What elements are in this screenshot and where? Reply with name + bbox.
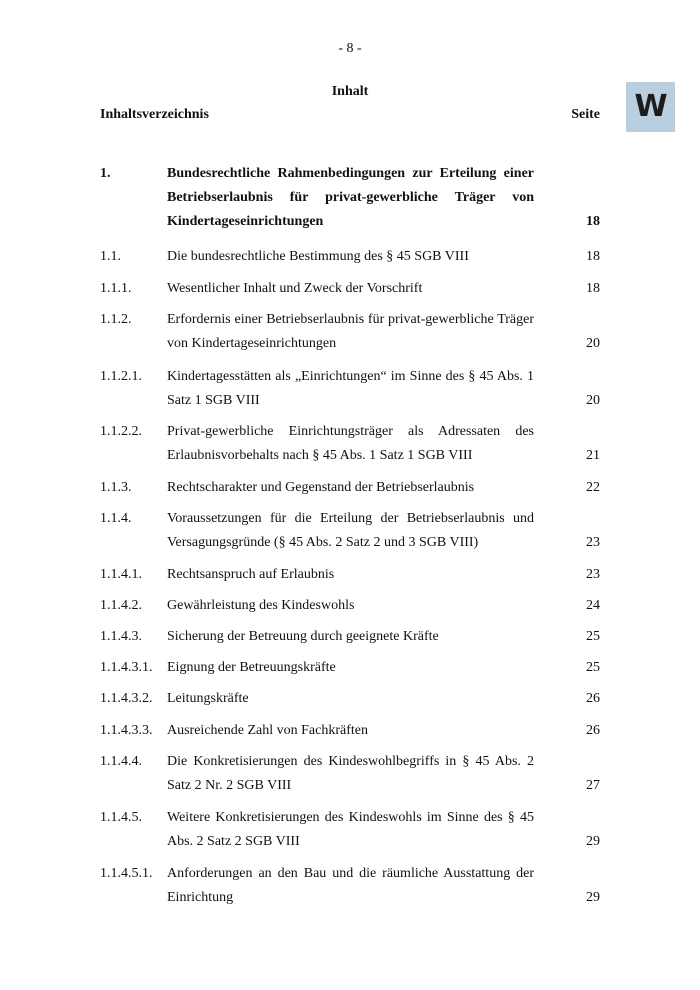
toc-entry-title: Voraussetzungen für die Erteilung der Betriebserlaubnis und Versagungsgründe (§ 45 Abs. 2 Satz 2 und 3 SGB VIII) xyxy=(167,511,534,550)
toc-entry-title: Bundesrechtliche Rahmenbedingungen zur Erteilung einer Betriebserlaubnis für privat-gewerbliche Träger von Kindertageseinrichtungen xyxy=(167,166,534,229)
toc-entry-number: 1.1.2. xyxy=(100,312,132,327)
toc-entry xyxy=(100,625,600,649)
toc-entry-title: Ausreichende Zahl von Fachkräften xyxy=(167,723,368,738)
toc-label: Inhaltsverzeichnis xyxy=(100,107,209,122)
toc-entry xyxy=(100,563,600,587)
toc-entry xyxy=(100,507,600,555)
toc-entry xyxy=(100,162,600,234)
toc-entry-page: 20 xyxy=(586,393,600,408)
toc-entry-number: 1.1.2.2. xyxy=(100,424,142,439)
toc-entry-number: 1.1.4.3.1. xyxy=(100,660,153,675)
toc-entry-number: 1. xyxy=(100,166,111,181)
toc-entry-page: 20 xyxy=(586,336,600,351)
toc-entry-number: 1.1.4.4. xyxy=(100,754,142,769)
toc-entry-title: Weitere Konkretisierungen des Kindeswohls im Sinne des § 45 Abs. 2 Satz 2 SGB VIII xyxy=(167,810,534,849)
toc-entry-page: 26 xyxy=(586,691,600,706)
toc-entry-number: 1.1.4.3. xyxy=(100,629,142,644)
toc-entry-number: 1.1.4.3.2. xyxy=(100,691,153,706)
toc-entry xyxy=(100,277,600,301)
toc-entry-title: Rechtscharakter und Gegenstand der Betriebserlaubnis xyxy=(167,480,475,495)
toc-entry-number: 1.1.4.2. xyxy=(100,598,142,613)
toc-entry-number: 1.1.4.3.3. xyxy=(100,723,153,738)
toc-entry-page: 29 xyxy=(586,834,600,849)
toc-entry-number: 1.1. xyxy=(100,249,121,264)
toc-entry xyxy=(100,245,600,269)
toc-entry-title: Anforderungen an den Bau und die räumliche Ausstattung der Einrichtung xyxy=(167,866,534,905)
toc-entry-number: 1.1.1. xyxy=(100,281,132,296)
toc-entry-number: 1.1.3. xyxy=(100,480,132,495)
toc-entry-page: 26 xyxy=(586,723,600,738)
toc-entry xyxy=(100,594,600,618)
toc-entry-title: Wesentlicher Inhalt und Zweck der Vorschrift xyxy=(167,281,423,296)
toc-entry-page: 27 xyxy=(586,778,600,793)
toc-entry xyxy=(100,476,600,500)
toc-entry-title: Rechtsanspruch auf Erlaubnis xyxy=(167,567,335,582)
toc-entry-page: 18 xyxy=(586,214,600,229)
toc-entry xyxy=(100,750,600,798)
toc-entry-page: 18 xyxy=(586,249,600,264)
page-number: - 8 - xyxy=(338,41,362,56)
toc-entry xyxy=(100,420,600,468)
toc-entry-title: Kindertagesstätten als „Einrichtungen“ im Sinne des § 45 Abs. 1 Satz 1 SGB VIII xyxy=(167,369,534,408)
toc-entry-page: 21 xyxy=(586,448,600,463)
toc-entry-title: Erfordernis einer Betriebserlaubnis für privat-gewerbliche Träger von Kindertageseinrichtungen xyxy=(167,312,534,351)
toc-entry-page: 18 xyxy=(586,281,600,296)
toc-entry-number: 1.1.4.5. xyxy=(100,810,142,825)
toc-entry-title: Die Konkretisierungen des Kindeswohlbegriffs in § 45 Abs. 2 Satz 2 Nr. 2 SGB VIII xyxy=(167,754,534,793)
toc-entry xyxy=(100,806,600,854)
toc-entry-page: 22 xyxy=(586,480,600,495)
toc-entry-page: 25 xyxy=(586,629,600,644)
toc-entry-title: Sicherung der Betreuung durch geeignete Kräfte xyxy=(167,629,439,644)
toc-entry-title: Privat-gewerbliche Einrichtungsträger als Adressaten des Erlaubnisvorbehalts nach § 45 Abs. 1 Satz 1 SGB VIII xyxy=(167,424,534,463)
toc-entry-number: 1.1.4. xyxy=(100,511,132,526)
toc-entry-number: 1.1.4.1. xyxy=(100,567,142,582)
page-column-label: Seite xyxy=(571,107,600,122)
page-heading: Inhalt xyxy=(331,84,369,99)
toc-entry-title: Leitungskräfte xyxy=(167,691,249,706)
toc-entry-page: 24 xyxy=(586,598,600,613)
toc-entry-title: Gewährleistung des Kindeswohls xyxy=(167,598,355,613)
toc-entry-title: Eignung der Betreuungskräfte xyxy=(167,660,336,675)
toc-entry xyxy=(100,308,600,356)
toc-entry-page: 29 xyxy=(586,890,600,905)
toc-entry xyxy=(100,687,600,711)
toc-entry-number: 1.1.4.5.1. xyxy=(100,866,153,881)
toc-entry xyxy=(100,656,600,680)
toc-entry-title: Die bundesrechtliche Bestimmung des § 45 SGB VIII xyxy=(167,249,469,264)
toc-entry xyxy=(100,719,600,743)
toc-entry xyxy=(100,862,600,910)
toc-entry-page: 25 xyxy=(586,660,600,675)
toc-entry-page: 23 xyxy=(586,567,600,582)
toc-entry xyxy=(100,365,600,413)
logo-letter: W xyxy=(634,88,665,124)
toc-entry-page: 23 xyxy=(586,535,600,550)
toc-entry-number: 1.1.2.1. xyxy=(100,369,142,384)
